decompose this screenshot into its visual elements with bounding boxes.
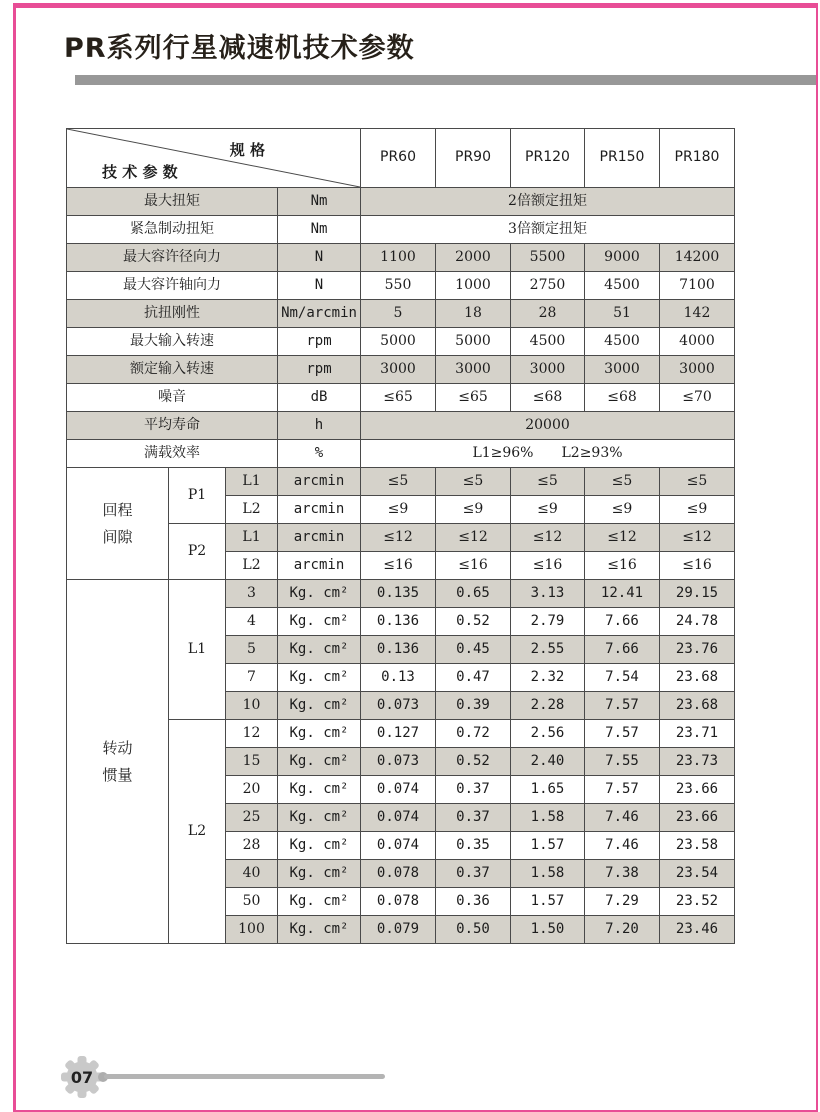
inertia-value: 0.074 <box>361 804 436 832</box>
inertia-value: 23.68 <box>660 692 735 720</box>
inertia-value: 23.52 <box>660 888 735 916</box>
backlash-value: ≤12 <box>511 524 585 552</box>
precision-grade: P2 <box>169 524 226 580</box>
inertia-value: 0.36 <box>436 888 511 916</box>
backlash-value: ≤12 <box>436 524 511 552</box>
inertia-value: 2.55 <box>511 636 585 664</box>
inertia-value: 1.58 <box>511 860 585 888</box>
spec-unit: dB <box>278 384 361 412</box>
spec-value: 18 <box>436 300 511 328</box>
ratio-cell: 7 <box>226 664 278 692</box>
spec-value: 9000 <box>585 244 660 272</box>
spec-table <box>66 128 735 944</box>
inertia-value: 0.078 <box>361 860 436 888</box>
backlash-value: ≤16 <box>361 552 436 580</box>
inertia-value: 23.46 <box>660 916 735 944</box>
unit-cell: arcmin <box>278 468 361 496</box>
inertia-value: 0.136 <box>361 636 436 664</box>
inertia-value: 7.66 <box>585 608 660 636</box>
spec-label: 噪音 <box>67 384 278 412</box>
backlash-label <box>67 468 169 580</box>
spec-value: 28 <box>511 300 585 328</box>
spec-value: 3000 <box>660 356 735 384</box>
spec-value-merged: 3倍额定扭矩 <box>361 216 735 244</box>
spec-value-merged: 20000 <box>361 412 735 440</box>
backlash-value: ≤9 <box>511 496 585 524</box>
spec-label: 最大容许轴向力 <box>67 272 278 300</box>
inertia-value: 0.52 <box>436 608 511 636</box>
backlash-label-text: 回程间隙 <box>102 500 133 546</box>
spec-unit: N <box>278 272 361 300</box>
backlash-value: ≤12 <box>361 524 436 552</box>
inertia-value: 7.57 <box>585 776 660 804</box>
spec-label: 额定输入转速 <box>67 356 278 384</box>
inertia-value: 23.58 <box>660 832 735 860</box>
header-row <box>67 129 735 188</box>
spec-value-merged: L1≥96% L2≥93% <box>361 440 735 468</box>
inertia-value: 7.57 <box>585 692 660 720</box>
ratio-cell: 4 <box>226 608 278 636</box>
spec-label: 抗扭刚性 <box>67 300 278 328</box>
inertia-value: 0.37 <box>436 860 511 888</box>
spec-row <box>67 412 735 440</box>
spec-unit: Nm <box>278 216 361 244</box>
inertia-row <box>67 580 735 608</box>
spec-unit: Nm <box>278 188 361 216</box>
spec-unit: Nm/arcmin <box>278 300 361 328</box>
backlash-value: ≤5 <box>660 468 735 496</box>
inertia-label <box>67 580 169 944</box>
inertia-value: 0.073 <box>361 748 436 776</box>
stage-cell: L2 <box>226 552 278 580</box>
inertia-value: 0.073 <box>361 692 436 720</box>
inertia-value: 0.52 <box>436 748 511 776</box>
inertia-value: 7.20 <box>585 916 660 944</box>
inertia-value: 7.46 <box>585 804 660 832</box>
spec-row <box>67 300 735 328</box>
backlash-value: ≤16 <box>660 552 735 580</box>
inertia-value: 7.54 <box>585 664 660 692</box>
unit-cell: Kg. cm² <box>278 580 361 608</box>
column-header-pr120: PR120 <box>511 129 585 188</box>
backlash-value: ≤9 <box>660 496 735 524</box>
unit-cell: arcmin <box>278 496 361 524</box>
spec-value: 4500 <box>585 328 660 356</box>
spec-value: 4500 <box>585 272 660 300</box>
spec-label: 紧急制动扭矩 <box>67 216 278 244</box>
corner-spec-label: 规 格 <box>229 141 265 159</box>
inertia-value: 1.50 <box>511 916 585 944</box>
unit-cell: Kg. cm² <box>278 916 361 944</box>
spec-unit: rpm <box>278 356 361 384</box>
inertia-value: 0.50 <box>436 916 511 944</box>
ratio-cell: 12 <box>226 720 278 748</box>
inertia-value: 7.66 <box>585 636 660 664</box>
backlash-value: ≤9 <box>436 496 511 524</box>
spec-value: 2750 <box>511 272 585 300</box>
inertia-value: 0.39 <box>436 692 511 720</box>
ratio-cell: 3 <box>226 580 278 608</box>
backlash-value: ≤9 <box>585 496 660 524</box>
corner-cell <box>67 129 361 188</box>
unit-cell: Kg. cm² <box>278 888 361 916</box>
spec-unit: N <box>278 244 361 272</box>
inertia-value: 23.71 <box>660 720 735 748</box>
ratio-cell: 25 <box>226 804 278 832</box>
spec-value: 7100 <box>660 272 735 300</box>
column-header-pr150: PR150 <box>585 129 660 188</box>
inertia-value: 2.79 <box>511 608 585 636</box>
spec-value: ≤68 <box>585 384 660 412</box>
backlash-value: ≤12 <box>585 524 660 552</box>
inertia-value: 7.46 <box>585 832 660 860</box>
ratio-cell: 40 <box>226 860 278 888</box>
inertia-value: 0.37 <box>436 804 511 832</box>
ratio-cell: 28 <box>226 832 278 860</box>
unit-cell: Kg. cm² <box>278 636 361 664</box>
inertia-value: 12.41 <box>585 580 660 608</box>
spec-row <box>67 440 735 468</box>
spec-label: 最大容许径向力 <box>67 244 278 272</box>
inertia-value: 0.079 <box>361 916 436 944</box>
spec-value: 3000 <box>436 356 511 384</box>
inertia-value: 7.29 <box>585 888 660 916</box>
title-underline-bar <box>75 75 816 85</box>
inertia-value: 0.136 <box>361 608 436 636</box>
inertia-value: 29.15 <box>660 580 735 608</box>
spec-value-merged: 2倍额定扭矩 <box>361 188 735 216</box>
inertia-value: 0.135 <box>361 580 436 608</box>
unit-cell: Kg. cm² <box>278 776 361 804</box>
inertia-value: 0.72 <box>436 720 511 748</box>
inertia-value: 1.57 <box>511 888 585 916</box>
unit-cell: Kg. cm² <box>278 748 361 776</box>
spec-value: ≤65 <box>361 384 436 412</box>
inertia-value: 7.57 <box>585 720 660 748</box>
ratio-cell: 10 <box>226 692 278 720</box>
spec-label: 最大扭矩 <box>67 188 278 216</box>
spec-value: 3000 <box>511 356 585 384</box>
unit-cell: Kg. cm² <box>278 860 361 888</box>
unit-cell: arcmin <box>278 552 361 580</box>
inertia-value: 24.78 <box>660 608 735 636</box>
inertia-stage: L1 <box>169 580 226 720</box>
inertia-value: 7.55 <box>585 748 660 776</box>
spec-value: ≤65 <box>436 384 511 412</box>
inertia-value: 7.38 <box>585 860 660 888</box>
unit-cell: Kg. cm² <box>278 832 361 860</box>
spec-label: 最大输入转速 <box>67 328 278 356</box>
spec-row <box>67 244 735 272</box>
backlash-value: ≤5 <box>585 468 660 496</box>
page-title: PR系列行星减速机技术参数 <box>64 33 415 64</box>
inertia-label-text: 转动惯量 <box>102 738 133 784</box>
spec-unit: % <box>278 440 361 468</box>
inertia-value: 2.32 <box>511 664 585 692</box>
spec-unit: h <box>278 412 361 440</box>
column-header-pr180: PR180 <box>660 129 735 188</box>
spec-row <box>67 188 735 216</box>
backlash-value: ≤16 <box>511 552 585 580</box>
spec-value: ≤70 <box>660 384 735 412</box>
inertia-value: 23.66 <box>660 804 735 832</box>
inertia-value: 0.078 <box>361 888 436 916</box>
spec-value: 51 <box>585 300 660 328</box>
spec-value: 5000 <box>361 328 436 356</box>
spec-value: 3000 <box>361 356 436 384</box>
ratio-cell: 50 <box>226 888 278 916</box>
spec-value: 5500 <box>511 244 585 272</box>
inertia-value: 2.40 <box>511 748 585 776</box>
unit-cell: Kg. cm² <box>278 608 361 636</box>
backlash-value: ≤5 <box>361 468 436 496</box>
inertia-value: 0.45 <box>436 636 511 664</box>
inertia-value: 0.47 <box>436 664 511 692</box>
unit-cell: Kg. cm² <box>278 804 361 832</box>
inertia-value: 23.73 <box>660 748 735 776</box>
corner-param-label: 技 术 参 数 <box>102 162 178 181</box>
spec-label: 平均寿命 <box>67 412 278 440</box>
stage-cell: L2 <box>226 496 278 524</box>
spec-value: 14200 <box>660 244 735 272</box>
inertia-value: 23.54 <box>660 860 735 888</box>
inertia-value: 0.074 <box>361 776 436 804</box>
backlash-value: ≤5 <box>436 468 511 496</box>
ratio-cell: 5 <box>226 636 278 664</box>
inertia-value: 23.66 <box>660 776 735 804</box>
backlash-row <box>67 468 735 496</box>
inertia-value: 0.074 <box>361 832 436 860</box>
spec-row <box>67 356 735 384</box>
backlash-value: ≤5 <box>511 468 585 496</box>
inertia-value: 1.58 <box>511 804 585 832</box>
ratio-cell: 20 <box>226 776 278 804</box>
inertia-value: 3.13 <box>511 580 585 608</box>
inertia-value: 23.76 <box>660 636 735 664</box>
backlash-value: ≤16 <box>585 552 660 580</box>
spec-value: 1000 <box>436 272 511 300</box>
spec-value: 2000 <box>436 244 511 272</box>
ratio-cell: 100 <box>226 916 278 944</box>
inertia-value: 0.65 <box>436 580 511 608</box>
backlash-value: ≤12 <box>660 524 735 552</box>
ratio-cell: 15 <box>226 748 278 776</box>
spec-value: 3000 <box>585 356 660 384</box>
stage-cell: L1 <box>226 468 278 496</box>
page-number: 07 <box>70 1068 94 1087</box>
spec-row <box>67 384 735 412</box>
unit-cell: Kg. cm² <box>278 664 361 692</box>
spec-value: ≤68 <box>511 384 585 412</box>
stage-cell: L1 <box>226 524 278 552</box>
unit-cell: arcmin <box>278 524 361 552</box>
spec-value: 5 <box>361 300 436 328</box>
inertia-value: 2.28 <box>511 692 585 720</box>
spec-unit: rpm <box>278 328 361 356</box>
inertia-value: 2.56 <box>511 720 585 748</box>
unit-cell: Kg. cm² <box>278 720 361 748</box>
inertia-value: 0.127 <box>361 720 436 748</box>
precision-grade: P1 <box>169 468 226 524</box>
spec-row <box>67 216 735 244</box>
inertia-value: 1.65 <box>511 776 585 804</box>
spec-value: 1100 <box>361 244 436 272</box>
backlash-value: ≤9 <box>361 496 436 524</box>
backlash-value: ≤16 <box>436 552 511 580</box>
unit-cell: Kg. cm² <box>278 692 361 720</box>
spec-value: 5000 <box>436 328 511 356</box>
inertia-value: 23.68 <box>660 664 735 692</box>
inertia-value: 1.57 <box>511 832 585 860</box>
spec-value: 4500 <box>511 328 585 356</box>
column-header-pr90: PR90 <box>436 129 511 188</box>
spec-value: 4000 <box>660 328 735 356</box>
spec-row <box>67 272 735 300</box>
inertia-stage: L2 <box>169 720 226 944</box>
inertia-value: 0.35 <box>436 832 511 860</box>
footer-rule-line <box>104 1074 385 1079</box>
spec-row <box>67 328 735 356</box>
spec-value: 142 <box>660 300 735 328</box>
inertia-value: 0.37 <box>436 776 511 804</box>
spec-value: 550 <box>361 272 436 300</box>
spec-label: 满载效率 <box>67 440 278 468</box>
column-header-pr60: PR60 <box>361 129 436 188</box>
inertia-value: 0.13 <box>361 664 436 692</box>
